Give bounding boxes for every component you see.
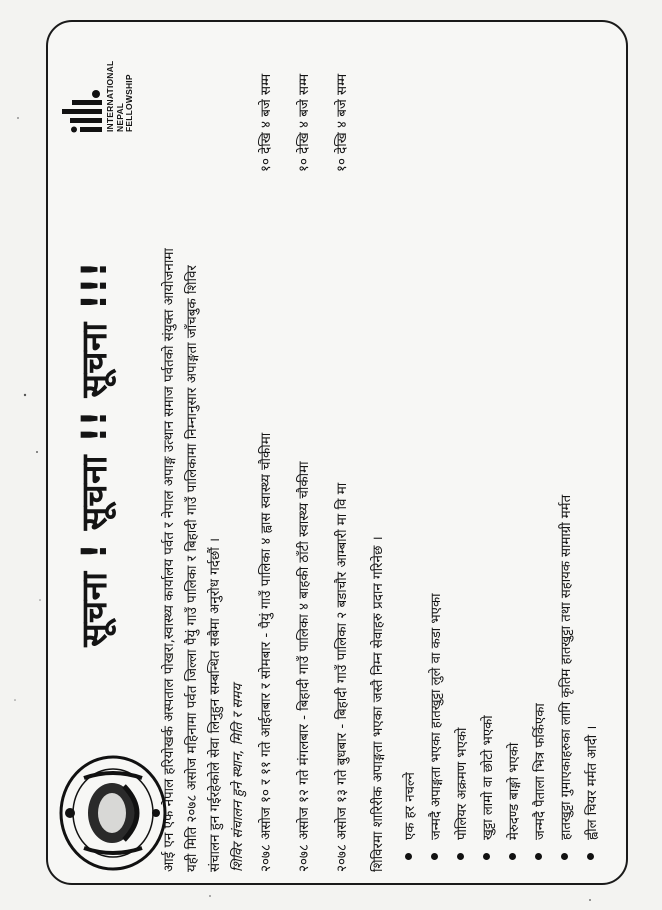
bullet-icon — [431, 853, 438, 860]
service-label: जन्मदै पैताला भित्र फर्किएका — [533, 703, 548, 840]
intro-line: संचालन हुन गईरहेकोले सेवा लिनुहुन सम्बन्धित सबैमा अनुरोध गर्दछौं । — [208, 537, 223, 872]
service-label: ह्वील चियर मर्मत आदी । — [585, 725, 600, 840]
service-label: जन्मदै अपाङ्गता भएका हातखुट्टा लुले वा कडा भएका — [429, 593, 444, 840]
bullet-icon — [509, 853, 516, 860]
nepal-government-emblem-icon — [54, 748, 172, 878]
inf-logo — [60, 44, 150, 134]
schedule-when: २०७८ असोज १२ गते मंगलबार - बिहादी गाउँ पालिका ४ बाहकी ठाँटी स्वास्थ्य चौकीमा — [297, 461, 312, 872]
list-item — [452, 495, 478, 860]
bullet-icon — [587, 853, 594, 860]
schedule-when: २०७८ असोज १३ गते बुधबार - बिहादी गाउँ पालिका २ बडाचौर आम्बारी मा वि मा — [335, 482, 350, 872]
schedule-time: १० देखि ४ बजे सम्म — [259, 73, 274, 172]
schedule-row — [256, 42, 294, 872]
services-list — [400, 495, 608, 860]
service-label: खुट्टा लामो वा छोटो भएको — [481, 715, 496, 840]
schedule-when: २०७८ असोज १० र ११ गते आईतबार र सोमबार - पैयुं गाउँ पालिका ४ ह्वास स्वास्थ्य चौकीमा — [259, 432, 274, 872]
bullet-icon — [535, 853, 542, 860]
service-label: मेरुदण्ड बाङ्गो भएको — [507, 742, 522, 840]
intro-line: यही मिति २०७८ असोज महिनामा पर्वत जिल्ला पैयुं गाउँ पालिका र बिहादी गाउँ पालिकामा निम्नानुसार अपाङ्गता जाँचबुक शिविर — [185, 265, 200, 872]
list-item — [582, 495, 608, 860]
list-item — [556, 495, 582, 860]
notice-title: सूचना ! सूचना !! सूचना !!! — [75, 261, 115, 647]
service-label: हातखुट्टा गुमाएकाहरुका लागि कृतिम हातखुट्टा तथा सहायक सामाग्री मर्मत — [559, 494, 574, 840]
inf-logo-line: INTERNATIONAL — [105, 60, 115, 132]
inf-logo-name — [106, 61, 135, 132]
schedule-row — [332, 42, 370, 872]
schedule-time: १० देखि ४ बजे सम्म — [335, 73, 350, 172]
schedule-list — [256, 42, 370, 872]
intro-paragraph — [158, 42, 227, 872]
list-item — [504, 495, 530, 860]
service-label: एक हर नचल्ने — [403, 772, 418, 840]
bullet-icon — [561, 853, 568, 860]
services-intro: शिविरमा शारिरीक अपाङ्गता भएका जस्तै निम्न सेवाहरु प्रदान गरिनेछ । — [371, 536, 386, 872]
notice-body — [48, 24, 628, 884]
inf-logo-line: FELLOWSHIP — [124, 74, 134, 132]
bullet-icon — [405, 853, 412, 860]
list-item — [400, 495, 426, 860]
list-item — [530, 495, 556, 860]
list-item — [478, 495, 504, 860]
inf-logo-line: NEPAL — [114, 102, 125, 132]
notice-frame — [46, 20, 628, 885]
schedule-heading: शिविर संचालन हुने स्थान, मिति र समय — [231, 683, 246, 872]
intro-line: आई एन एफ नेपाल हरियोखर्क अस्पताल पोखरा,स्वास्थ्य कार्यालय पर्वत र नेपाल अपाङ्ग उत्थान समाज पर्वतको संयुक्त आयोजनामा — [162, 248, 177, 872]
schedule-time: १० देखि ४ बजे सम्म — [297, 73, 312, 172]
bullet-icon — [457, 853, 464, 860]
schedule-row — [294, 42, 332, 872]
bullet-icon — [483, 853, 490, 860]
inf-logo-mark-icon — [60, 88, 104, 134]
list-item — [426, 495, 452, 860]
service-label: पोलियर अक्रमण भएको — [455, 727, 470, 840]
